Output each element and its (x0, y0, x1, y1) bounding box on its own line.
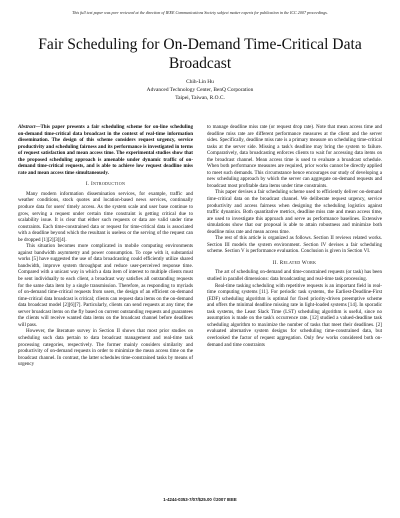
paragraph: Many modern information dissemination services, for example, traffic and weather conditions, stock quotes and location-based news services, continually produce data for users' timely access. As the system scale and user base continue to grow, serving a request under certain time constraint is getting critical due to scalability issue. It is clear that either such requests or data are valid under time constraints. Each time-constrained data or request for time-critical data is associated with a deadline beyond which the resultant is useless or the serving of the request can be dropped [1][2][3][4]. (18, 190, 193, 243)
section-heading-introduction: I. Introduction (85, 181, 126, 188)
section-heading-related-work: II. Related Work (272, 259, 317, 266)
copyright-footer: 1-4244-0353-7/07/$25.00 ©2007 IEEE (163, 497, 237, 502)
abstract-label: Abstract (18, 124, 36, 130)
abstract-text: —This paper presents a fair scheduling scheme for on-line scheduling on-demand time-critical data broadcast in the context of real-time information dissemination. The design of this scheme considers request urgency, service productivity and scheduling fairness and its performance is investigated in terms of request satisfaction and mean access time. The experimental studies show that the proposed scheduling approach is amenable under dynamic traffic of on-demand time-critical requests, and is able to achieve low request deadline miss rate and mean access time simultaneously. (18, 124, 193, 176)
author-location: Taipei, Taiwan, R.O.C. (175, 95, 225, 101)
paragraph: This situation becomes more complicated in mobile computing environments against bandwidth asymmetry and power consumption. To cope with it, substantial works [5] have suggested the use of data broadcasting could efficiently utilize shared bandwidth, improve system throughput and reduce user-perceived response time. Compared with a unicast way in which a data item of interest to multiple clients must be sent individually to each client, a broadcast way satisfies all outstanding requests for the same data item by a single transmission. Therefore, as responding to myriads of on-demand time-critical requests from users, the design of an efficient on-demand time-critical data broadcast is critical; clients can request data items on the on-demand data broadcast model [2][6][7]. Particularly, clients can send requests at any time; the server broadcast items on the fly based on current outstanding requests and guarantees the clients will receive wanted data items on the broadcast channel before deadlines will pass. (18, 243, 193, 328)
paragraph: This paper devises a fair scheduling scheme used to efficiently deliver on-demand time-critical data on the broadcast channel. We deliberate request urgency, service productivity and access fairness when designing the scheduling logistics against traffic dynamics. Both quantitative metrics, deadline miss rate and mean access time, are used to investigate this approach and serve as performance baselines. Extensive simulations show that our proposal is able to attain robustness and minimize both deadline miss rate and mean access time. (207, 189, 382, 235)
author-block (0, 78, 400, 102)
paragraph: to manage deadline miss rate (or request drop rate). Note that mean access time and deadline miss rate are different performance measures at the client and the server sides. Specifically, deadline miss rate is a primary measure on scheduling time-critical tasks at the server side. Missing a task's deadline may bring the system to failure. Comparatively, data broadcasting enforces clients to wait for accessing data items on the broadcast channel. Mean access time is used to evaluate a broadcast schedule. When both performance measures are required, prior works cannot be directly applied to meet such demands. This circumstance hence encourages our study of developing a new scheduling approach by which the server can aggregate on-demand requests and broadcast most profitable data items under time constraints. (207, 124, 382, 189)
abstract (18, 124, 193, 176)
right-column (207, 124, 382, 348)
paragraph: However, the literature survey in Section II shows that most prior studies on scheduling such data pertain to data broadcast management and real-time task processing categories, respectively. The former mainly considers similarity and productivity of on-demand requests in order to minimize the mean access time on the broadcast channel. In contrast, the latter schedules time-constrained tasks by means of urgency (18, 328, 193, 368)
paragraph: The art of scheduling on-demand and time-constrained requests (or task) has been studied in parallel dimensions: data broadcasting and real-time task processing. (207, 269, 382, 283)
paper-title: Fair Scheduling for On-Demand Time-Critical Data Broadcast (38, 36, 362, 72)
author-affiliation: Advanced Technology Center, BenQ Corporation (146, 87, 254, 93)
left-column (18, 124, 193, 368)
author-name: Chih-Lin Hu (186, 79, 214, 85)
paragraph: Real-time tasking scheduling with repetitive requests is an important field in real-time computing systems [11]. For periodic task systems, the Earliest-Deadline-First (EDF) scheduling algorithm is optimal for fixed priority-driven preemptive scheme and offers the minimal deadline missing rate in light-loaded systems [14]. In sporadic task systems, the Least Slack Time (LST) scheduling algorithm is useful, since no assumption is made on the task's occurrence rate. [12] studied a valued-deadline task scheduling algorithm to maximize the number of tasks that meet their deadlines. [2] evaluated alternative system designs for scheduling time-constrained data, but overlooked the factor of request aggregation. Only few works considered both on-demand and time constraints (207, 282, 382, 348)
review-notice: This full text paper was peer reviewed at the direction of IEEE Communications Society subject matter experts for publication in the ICC 2007 proceedings. (72, 10, 328, 15)
paragraph: The rest of this article is organized as follows. Section II reviews related works. Section III models the system environment. Section IV devises a fair scheduling scheme. Section V is performance evaluation. Conclusion is given in Section VI. (207, 235, 382, 255)
